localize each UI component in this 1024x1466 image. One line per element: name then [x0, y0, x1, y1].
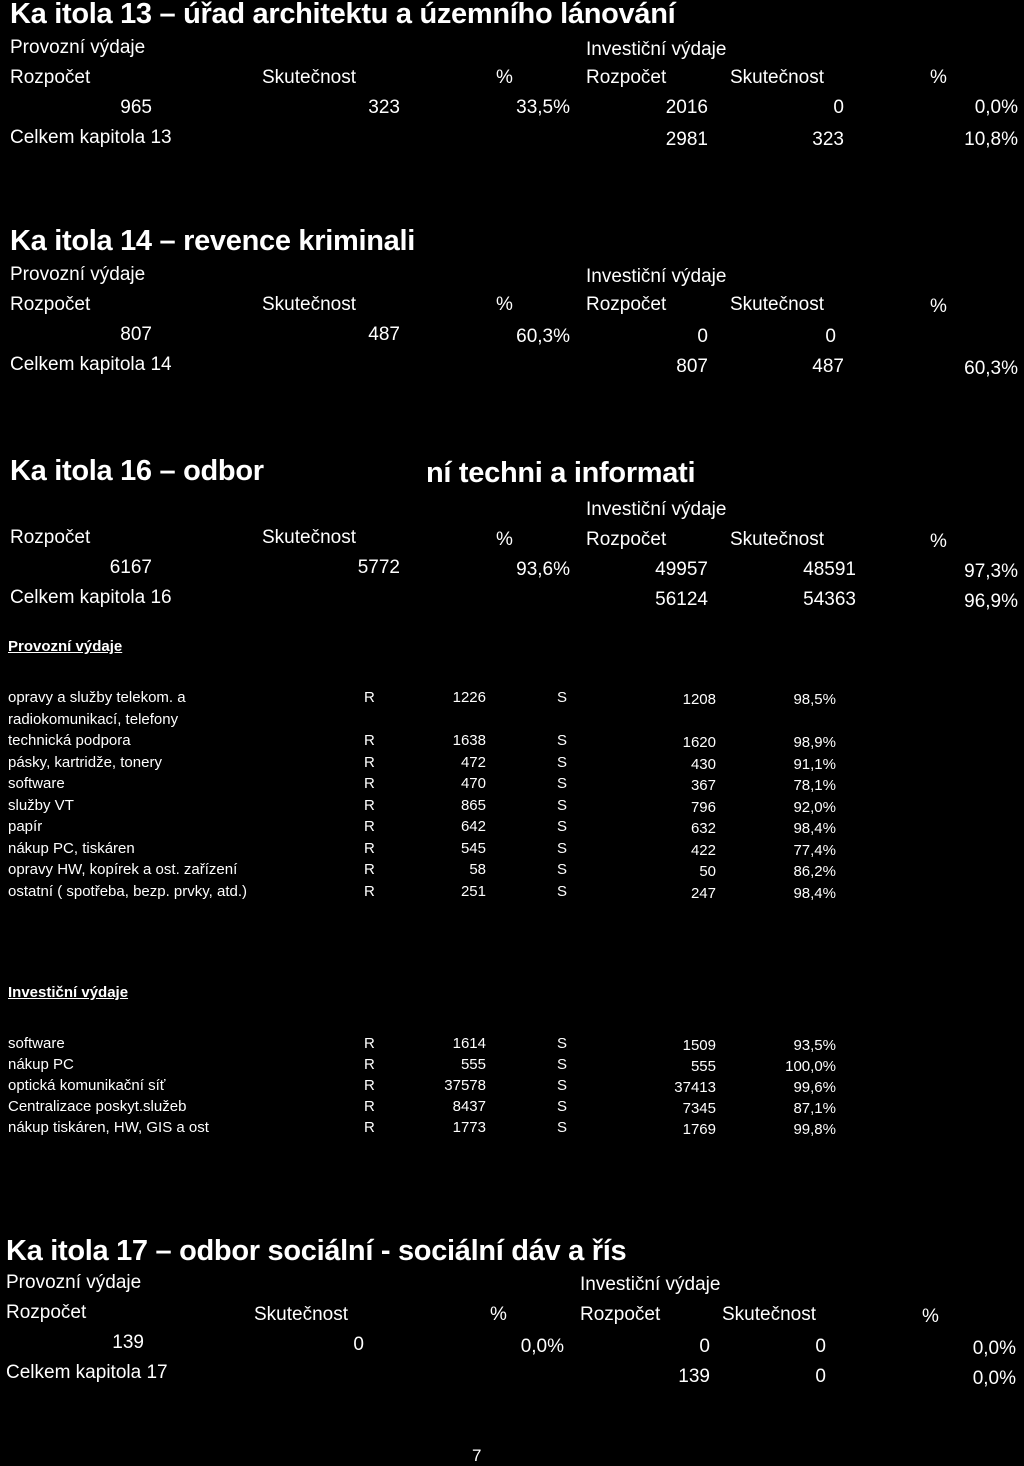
operating-expenses-label: Provozní výdaje [6, 1272, 142, 1293]
header-percent: % [490, 1304, 507, 1325]
total-actual: 0 [815, 1366, 826, 1387]
row-label: software [8, 775, 65, 792]
value-actual-2: 48591 [803, 559, 856, 580]
chapter-14-title: Ka itola 14 – revence kriminali [10, 225, 415, 257]
chapter-16-title-part-2: ní techni a informati [426, 457, 696, 489]
row-budget-value: 865 [460, 796, 486, 814]
investment-expenses-label: Investiční výdaje [586, 499, 727, 520]
operating-expenses-heading: Provozní výdaje [8, 638, 123, 655]
row-percent: 77,4% [793, 841, 836, 859]
total-percent: 60,3% [964, 358, 1018, 379]
row-actual-marker: S [557, 818, 568, 835]
row-actual-value: 430 [690, 755, 716, 773]
row-percent: 92,0% [793, 798, 836, 816]
row-actual-marker: S [557, 882, 568, 900]
row-budget-value: 1638 [452, 732, 486, 749]
row-budget-marker: R [364, 732, 375, 749]
header-percent: % [496, 67, 513, 88]
row-budget-marker: R [364, 689, 375, 706]
row-budget-marker: R [364, 1119, 375, 1136]
row-percent: 86,2% [793, 863, 836, 880]
total-percent: 0,0% [972, 1368, 1016, 1389]
row-label: Centralizace poskyt.služeb [8, 1098, 187, 1115]
row-budget-value: 1226 [452, 689, 486, 706]
total-actual: 323 [812, 129, 844, 150]
value-budget: 6167 [109, 557, 152, 578]
row-label: nákup PC [8, 1056, 74, 1073]
row-budget-marker: R [364, 839, 375, 857]
row-budget-marker: R [364, 775, 375, 792]
value-budget-2: 0 [699, 1336, 710, 1357]
row-budget-marker: R [364, 1098, 375, 1115]
page-number: 7 [472, 1446, 482, 1465]
header-actual: Skutečnost [262, 527, 356, 548]
row-label: nákup tiskáren, HW, GIS a ost [8, 1119, 209, 1136]
row-actual-marker: S [557, 1035, 568, 1052]
total-percent: 10,8% [964, 129, 1018, 150]
row-label: ostatní ( spotřeba, bezp. prvky, atd.) [8, 882, 248, 900]
value-percent: 33,5% [516, 97, 570, 118]
header-budget-2: Rozpočet [586, 67, 667, 88]
row-percent: 99,8% [793, 1121, 836, 1138]
row-percent: 93,5% [793, 1037, 836, 1054]
value-percent: 93,6% [516, 559, 570, 580]
row-budget-value: 37578 [444, 1077, 486, 1094]
row-actual-marker: S [557, 753, 568, 771]
row-label: software [8, 1035, 65, 1052]
total-actual: 487 [812, 356, 844, 377]
header-actual-2: Skutečnost [722, 1304, 816, 1325]
row-percent: 78,1% [793, 777, 836, 794]
header-percent: % [496, 294, 513, 315]
header-actual: Skutečnost [262, 67, 356, 88]
header-budget-2: Rozpočet [586, 529, 667, 550]
row-actual-marker: S [557, 689, 568, 706]
total-label: Celkem kapitola 17 [6, 1362, 168, 1383]
row-actual-marker: S [557, 1098, 568, 1115]
value-budget-2: 49957 [655, 559, 708, 580]
row-actual-marker: S [557, 839, 568, 857]
row-budget-marker: R [364, 1056, 375, 1073]
row-actual-value: 50 [699, 863, 716, 880]
investment-expenses-label: Investiční výdaje [586, 266, 727, 287]
value-percent-2: 97,3% [964, 561, 1018, 582]
row-budget-marker: R [364, 861, 375, 878]
row-actual-value: 1509 [682, 1037, 716, 1054]
row-percent: 98,4% [793, 884, 836, 902]
value-actual: 487 [368, 324, 400, 345]
total-budget: 139 [678, 1366, 710, 1387]
row-label: opravy a služby telekom. a [8, 689, 186, 706]
row-budget-value: 1614 [452, 1035, 486, 1052]
header-percent-2: % [922, 1306, 939, 1327]
value-actual: 323 [368, 97, 400, 118]
header-actual: Skutečnost [262, 294, 356, 315]
header-actual-2: Skutečnost [730, 67, 824, 88]
row-actual-value: 7345 [682, 1100, 716, 1117]
row-actual-marker: S [557, 1056, 568, 1073]
row-actual-marker: S [557, 1077, 568, 1094]
row-percent: 100,0% [785, 1058, 836, 1075]
row-budget-marker: R [364, 1077, 375, 1094]
header-percent-2: % [930, 67, 947, 88]
header-budget: Rozpočet [10, 294, 91, 315]
row-budget-value: 8437 [452, 1098, 486, 1115]
total-budget: 2981 [665, 129, 708, 150]
value-actual: 0 [353, 1334, 364, 1355]
row-label: papír [8, 818, 43, 835]
row-budget-value: 1773 [452, 1119, 486, 1136]
total-budget: 807 [676, 356, 708, 377]
row-actual-value: 632 [690, 820, 716, 837]
total-label: Celkem kapitola 13 [10, 127, 172, 148]
investment-expenses-label: Investiční výdaje [586, 39, 727, 60]
row-budget-value: 472 [460, 753, 486, 771]
operating-expenses-label: Provozní výdaje [10, 264, 146, 285]
row-label: radiokomunikací, telefony [8, 710, 179, 728]
investment-expenses-label: Investiční výdaje [580, 1274, 721, 1295]
row-budget-value: 251 [460, 882, 486, 900]
row-actual-value: 367 [690, 777, 716, 794]
header-budget: Rozpočet [6, 1302, 87, 1323]
row-label: pásky, kartridže, tonery [8, 753, 162, 771]
row-label: nákup PC, tiskáren [8, 839, 135, 857]
value-budget: 965 [120, 97, 152, 118]
header-budget-2: Rozpočet [586, 294, 667, 315]
row-budget-marker: R [364, 753, 375, 771]
value-budget-2: 2016 [665, 97, 708, 118]
value-actual-2: 0 [833, 97, 844, 118]
value-budget: 139 [112, 1332, 144, 1353]
header-budget: Rozpočet [10, 67, 91, 88]
chapter-13-title: Ka itola 13 – úřad architektu a územního lánování [10, 0, 676, 30]
value-budget: 807 [120, 324, 152, 345]
row-budget-value: 58 [469, 861, 486, 878]
header-actual-2: Skutečnost [730, 529, 824, 550]
header-budget-2: Rozpočet [580, 1304, 661, 1325]
row-budget-marker: R [364, 882, 375, 900]
value-actual: 5772 [357, 557, 400, 578]
row-budget-marker: R [364, 1035, 375, 1052]
row-actual-value: 1208 [682, 691, 716, 708]
row-actual-marker: S [557, 796, 568, 814]
chapter-17-title: Ka itola 17 – odbor sociální - sociální dáv a řís [6, 1235, 627, 1267]
row-percent: 91,1% [793, 755, 836, 773]
row-actual-marker: S [557, 775, 568, 792]
row-actual-value: 1620 [682, 734, 716, 751]
value-percent-2: 0,0% [972, 1338, 1016, 1359]
row-budget-value: 642 [460, 818, 486, 835]
row-actual-value: 247 [690, 884, 716, 902]
header-percent-2: % [930, 296, 947, 317]
total-actual: 54363 [803, 589, 856, 610]
row-actual-value: 555 [690, 1058, 716, 1075]
chapter-16-title-part-1: Ka itola 16 – odbor [10, 455, 264, 487]
row-budget-marker: R [364, 818, 375, 835]
value-percent: 0,0% [520, 1336, 564, 1357]
value-percent: 60,3% [516, 326, 570, 347]
row-actual-value: 1769 [682, 1121, 716, 1138]
row-percent: 98,4% [793, 820, 836, 837]
investment-expenses-heading: Investiční výdaje [8, 984, 129, 1001]
total-label: Celkem kapitola 16 [10, 587, 172, 608]
row-label: opravy HW, kopírek a ost. zařízení [8, 861, 238, 878]
total-percent: 96,9% [964, 591, 1018, 612]
row-budget-value: 555 [460, 1056, 486, 1073]
row-actual-marker: S [557, 861, 568, 878]
row-label: služby VT [8, 796, 74, 814]
header-percent: % [496, 529, 513, 550]
row-budget-value: 545 [460, 839, 486, 857]
row-actual-marker: S [557, 732, 568, 749]
row-budget-value: 470 [460, 775, 486, 792]
row-percent: 98,9% [793, 734, 836, 751]
value-actual-2: 0 [825, 326, 836, 347]
header-percent-2: % [930, 531, 947, 552]
row-actual-value: 37413 [674, 1079, 716, 1096]
row-actual-value: 422 [690, 841, 716, 859]
operating-expenses-label: Provozní výdaje [10, 37, 146, 58]
row-label: technická podpora [8, 732, 131, 749]
row-percent: 98,5% [793, 691, 836, 708]
row-percent: 87,1% [793, 1100, 836, 1117]
header-budget: Rozpočet [10, 527, 91, 548]
row-actual-value: 796 [690, 798, 716, 816]
value-actual-2: 0 [815, 1336, 826, 1357]
row-budget-marker: R [364, 796, 375, 814]
row-percent: 99,6% [793, 1079, 836, 1096]
row-actual-marker: S [557, 1119, 568, 1136]
header-actual: Skutečnost [254, 1304, 348, 1325]
total-label: Celkem kapitola 14 [10, 354, 172, 375]
value-percent-2: 0,0% [974, 97, 1018, 118]
row-label: optická komunikační síť [8, 1077, 166, 1094]
value-budget-2: 0 [697, 326, 708, 347]
header-actual-2: Skutečnost [730, 294, 824, 315]
total-budget: 56124 [655, 589, 708, 610]
